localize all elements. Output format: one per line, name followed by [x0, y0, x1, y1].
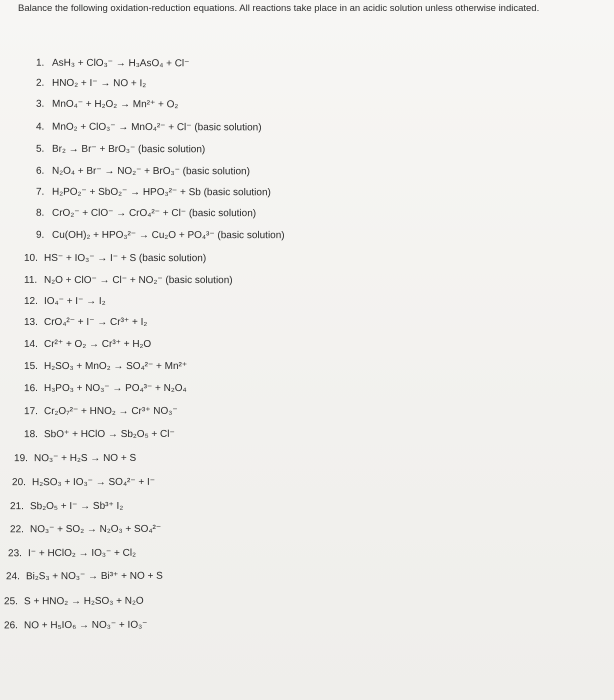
- equation-number: 3.: [35, 98, 45, 110]
- equation-number: 11.: [23, 274, 38, 286]
- equation-text: NO₃⁻ + H₂S → NO + S: [33, 452, 137, 465]
- equation-item: [36, 187, 271, 199]
- equation-text: Bi₂S₃ + NO₃⁻ → Bi³⁺ + NO + S: [25, 570, 163, 583]
- equation-number: 24.: [5, 571, 20, 583]
- equation-item: [24, 383, 187, 394]
- equation-number: 10.: [23, 252, 38, 264]
- equation-number: 23.: [7, 548, 22, 560]
- equation-item: [36, 99, 178, 111]
- equation-number: 13.: [23, 316, 38, 328]
- equation-text: CrO₂⁻ + ClO⁻ → CrO₄²⁻ + Cl⁻ (basic solution): [51, 207, 257, 220]
- equation-text: S + HNO₂ → H₂SO₃ + N₂O: [23, 595, 144, 608]
- equation-text: N₂O + ClO⁻ → Cl⁻ + NO₂⁻ (basic solution): [43, 274, 233, 287]
- equation-item: [14, 453, 136, 464]
- equation-text: NO + H₅IO₆ → NO₃⁻ + IO₃⁻: [23, 619, 148, 632]
- equation-text: AsH₃ + ClO₃⁻ → H₃AsO₄ + Cl⁻: [51, 57, 190, 70]
- equation-item: [36, 58, 189, 70]
- equation-number: 4.: [35, 121, 45, 133]
- equation-text: N₂O₄ + Br⁻ → NO₂⁻ + BrO₃⁻ (basic solution): [51, 165, 250, 178]
- equation-number: 20.: [11, 477, 26, 489]
- equation-text: Sb₂O₅ + I⁻ → Sb³⁺ I₂: [29, 500, 124, 513]
- equation-item: [24, 253, 206, 264]
- instructions-text: Balance the following oxidation-reduction equations. All reactions take place in an acidic solution unless otherwise indicated.: [18, 3, 540, 14]
- equation-item: [10, 524, 161, 535]
- equation-text: Br₂ → Br⁻ + BrO₃⁻ (basic solution): [51, 143, 206, 156]
- equation-text: H₂SO₃ + MnO₂ → SO₄²⁻ + Mn²⁺: [43, 360, 188, 373]
- equation-item: [24, 339, 151, 350]
- equation-number: 26.: [3, 620, 18, 632]
- equation-number: 17.: [23, 406, 38, 418]
- equation-item: [24, 361, 187, 372]
- equation-number: 6.: [35, 165, 45, 177]
- equation-text: SbO⁺ + HClO → Sb₂O₅ + Cl⁻: [43, 428, 175, 441]
- equation-number: 22.: [9, 524, 24, 536]
- equation-number: 12.: [23, 295, 38, 307]
- equation-item: [36, 78, 146, 89]
- equation-text: H₂SO₃ + IO₃⁻ → SO₄²⁻ + I⁻: [31, 476, 156, 489]
- equation-number: 7.: [35, 186, 45, 198]
- equation-item: [6, 571, 163, 583]
- equation-text: Cr₂O₇²⁻ + HNO₂ → Cr³⁺ NO₃⁻: [43, 405, 178, 418]
- equation-number: 1.: [35, 57, 45, 69]
- equation-item: [36, 230, 285, 241]
- equation-item: [4, 620, 147, 632]
- equation-item: [24, 406, 178, 417]
- equation-text: H₃PO₃ + NO₃⁻ → PO₄³⁻ + N₂O₄: [43, 382, 187, 395]
- equation-number: 15.: [23, 361, 38, 373]
- equation-text: MnO₄⁻ + H₂O₂ → Mn²⁺ + O₂: [51, 98, 179, 111]
- equation-text: Cr²⁺ + O₂ → Cr³⁺ + H₂O: [43, 338, 152, 351]
- equation-number: 5.: [35, 143, 45, 155]
- equation-text: Cu(OH)₂ + HPO₃²⁻ → Cu₂O + PO₄³⁻ (basic solution): [51, 229, 285, 242]
- equation-item: [8, 548, 136, 559]
- equation-item: [12, 477, 155, 488]
- equation-item: [36, 144, 205, 156]
- equation-item: [24, 296, 106, 307]
- equation-text: HNO₂ + I⁻ → NO + I₂: [51, 77, 147, 90]
- equation-text: IO₄⁻ + I⁻ → I₂: [43, 295, 106, 308]
- equation-number: 25.: [3, 596, 18, 608]
- equation-item: [36, 166, 250, 178]
- equation-text: NO₃⁻ + SO₂ → N₂O₃ + SO₄²⁻: [29, 523, 162, 536]
- equation-text: HS⁻ + IO₃⁻ → I⁻ + S (basic solution): [43, 252, 207, 265]
- equation-text: CrO₄²⁻ + I⁻ → Cr³⁺ + I₂: [43, 316, 148, 329]
- equation-number: 14.: [23, 339, 38, 351]
- equation-item: [36, 208, 256, 219]
- equation-number: 16.: [23, 383, 38, 395]
- equation-item: [24, 429, 175, 440]
- equation-number: 21.: [9, 501, 24, 513]
- equation-item: [36, 122, 262, 134]
- equation-text: H₂PO₂⁻ + SbO₂⁻ → HPO₃²⁻ + Sb (basic solution): [51, 186, 271, 199]
- equation-item: [24, 317, 147, 328]
- equation-number: 18.: [23, 429, 38, 441]
- equation-item: [4, 596, 144, 608]
- equation-number: 9.: [35, 229, 45, 241]
- equation-number: 2.: [35, 77, 45, 89]
- equation-item: [10, 501, 123, 512]
- equation-text: I⁻ + HClO₂ → IO₃⁻ + Cl₂: [27, 547, 136, 560]
- equation-number: 19.: [13, 453, 28, 465]
- equation-text: MnO₂ + ClO₃⁻ → MnO₄²⁻ + Cl⁻ (basic solution): [51, 121, 262, 134]
- equation-item: [24, 275, 233, 286]
- equation-number: 8.: [35, 207, 45, 219]
